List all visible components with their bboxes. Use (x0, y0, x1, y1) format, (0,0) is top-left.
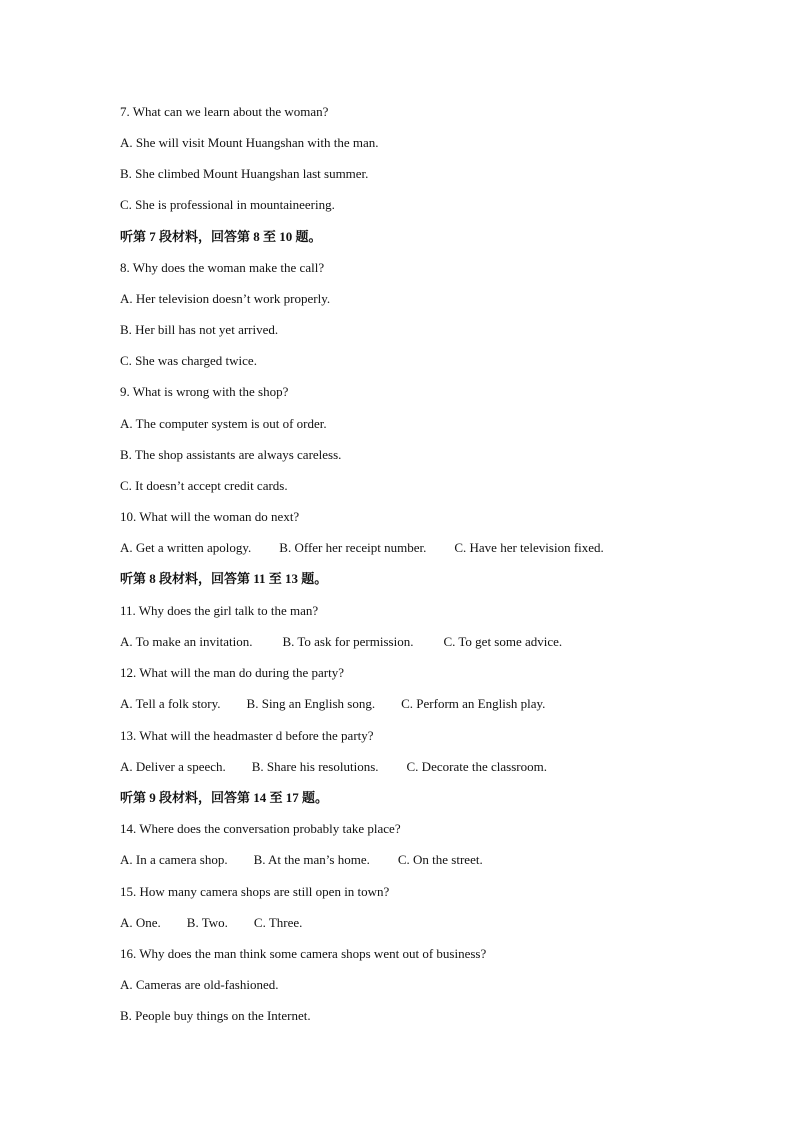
question-11-option-b: B. To ask for permission. (282, 634, 414, 649)
question-15-option-a: A. One. (120, 915, 161, 930)
question-7-option-c: C. She is professional in mountaineering. (120, 197, 335, 212)
question-15-options (120, 913, 734, 933)
question-10-option-b: B. Offer her receipt number. (279, 540, 427, 555)
question-15-option-b: B. Two. (186, 915, 228, 930)
question-14-option-a: A. In a camera shop. (120, 852, 228, 867)
question-7-option-b: B. She climbed Mount Huangshan last summer. (120, 166, 369, 181)
section-heading-7: 听第 7 段材料，回答第 8 至 10 题。 (120, 229, 322, 244)
question-10-option-c: C. Have her television fixed. (454, 540, 604, 555)
question-16-option-a: A. Cameras are old-fashioned. (120, 977, 279, 992)
question-9-option-b: B. The shop assistants are always careless. (120, 447, 342, 462)
question-13-option-b: B. Share his resolutions. (251, 759, 379, 774)
question-10: 10. What will the woman do next? (120, 509, 300, 524)
question-8-option-a: A. Her television doesn’t work properly. (120, 291, 331, 306)
section-heading-9: 听第 9 段材料，回答第 14 至 17 题。 (120, 790, 329, 805)
question-8-option-c: C. She was charged twice. (120, 353, 257, 368)
question-12-option-a: A. Tell a folk story. (120, 696, 221, 711)
question-13-option-a: A. Deliver a speech. (120, 759, 226, 774)
question-13-options (120, 757, 734, 777)
question-11-option-a: A. To make an invitation. (120, 634, 253, 649)
question-11-option-c: C. To get some advice. (443, 634, 563, 649)
question-10-options (120, 538, 734, 558)
question-11: 11. Why does the girl talk to the man? (120, 603, 319, 618)
question-12: 12. What will the man do during the party? (120, 665, 344, 680)
section-heading-8: 听第 8 段材料，回答第 11 至 13 题。 (120, 571, 328, 586)
question-16-option-b: B. People buy things on the Internet. (120, 1008, 311, 1023)
question-8: 8. Why does the woman make the call? (120, 260, 325, 275)
question-12-options (120, 694, 734, 714)
question-13: 13. What will the headmaster d before the party? (120, 728, 374, 743)
question-11-options (120, 632, 734, 652)
question-15-option-c: C. Three. (253, 915, 303, 930)
question-8-option-b: B. Her bill has not yet arrived. (120, 322, 279, 337)
question-12-option-b: B. Sing an English song. (246, 696, 376, 711)
question-14-options (120, 850, 734, 870)
question-9-option-a: A. The computer system is out of order. (120, 416, 327, 431)
question-14-option-c: C. On the street. (397, 852, 483, 867)
question-7-option-a: A. She will visit Mount Huangshan with the man. (120, 135, 379, 150)
question-16: 16. Why does the man think some camera shops went out of business? (120, 946, 487, 961)
question-9: 9. What is wrong with the shop? (120, 384, 289, 399)
question-15: 15. How many camera shops are still open in town? (120, 884, 390, 899)
question-14-option-b: B. At the man’s home. (253, 852, 370, 867)
question-14: 14. Where does the conversation probably take place? (120, 821, 401, 836)
question-10-option-a: A. Get a written apology. (120, 540, 252, 555)
question-9-option-c: C. It doesn’t accept credit cards. (120, 478, 288, 493)
question-12-option-c: C. Perform an English play. (401, 696, 546, 711)
question-13-option-c: C. Decorate the classroom. (406, 759, 547, 774)
question-7: 7. What can we learn about the woman? (120, 104, 329, 119)
